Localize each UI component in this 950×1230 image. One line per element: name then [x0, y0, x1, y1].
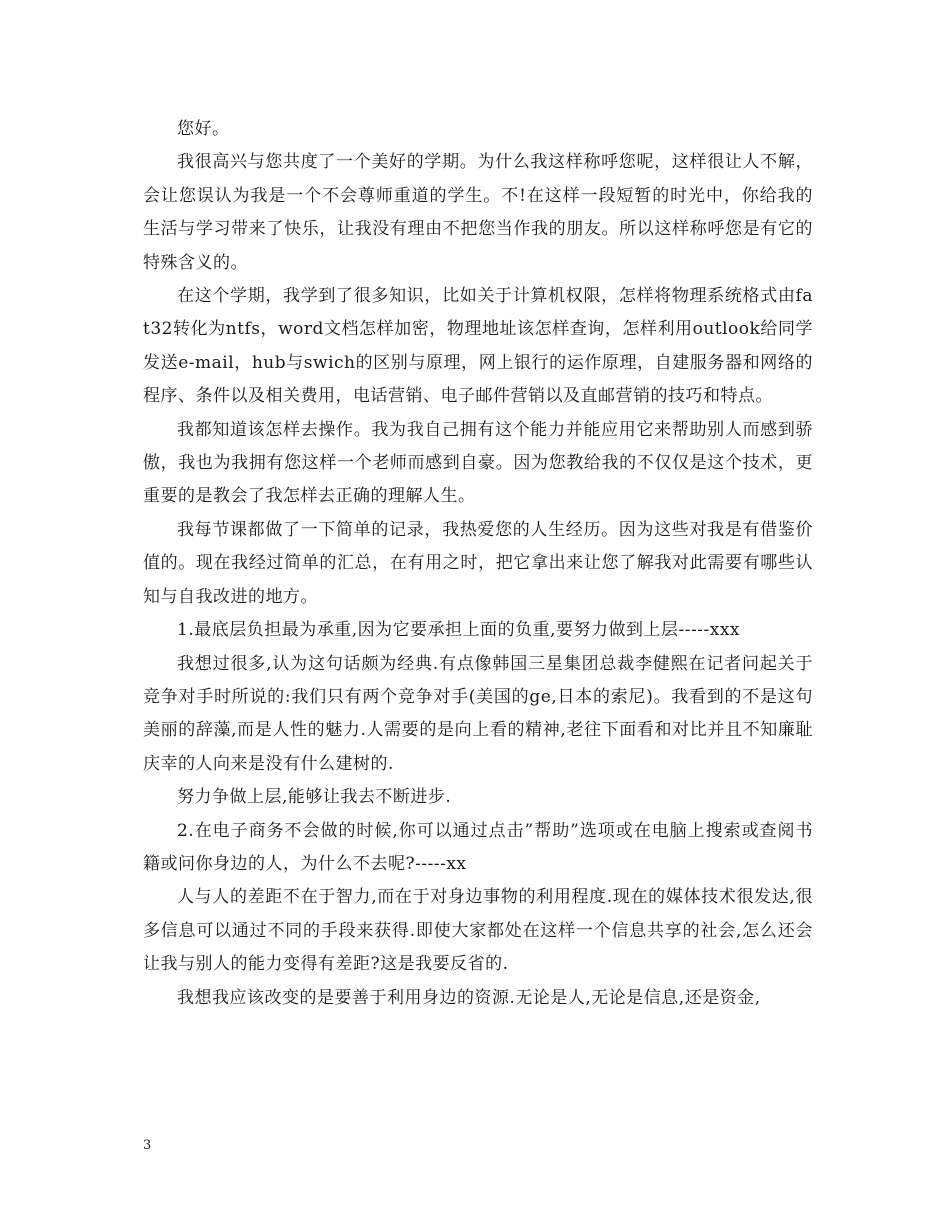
paragraph-resources: 我想我应该改变的是要善于利用身边的资源.无论是人,无论是信息,还是资金,	[177, 987, 761, 1008]
document-body	[143, 113, 813, 1015]
paragraph-point-2: 2.在电子商务不会做的时候,你可以通过点击”帮助”选项或在电脑上搜索或查阅书籍或问你身边的人，为什么不去呢?-----xx	[143, 820, 813, 874]
paragraph-intro: 我很高兴与您共度了一个美好的学期。为什么我这样称呼您呢，这样很让人不解，会让您误认为我是一个不会尊师重道的学生。不!在这样一段短暂的时光中，你给我的生活与学习带来了快乐，让我没有理由不把您当作我的朋友。所以这样称呼您是有它的特殊含义的。	[143, 152, 813, 273]
paragraph-point-2-reflection: 人与人的差距不在于智力,而在于对身边事物的利用程度.现在的媒体技术很发达,很多信息可以通过不同的手段来获得.即使大家都处在这样一个信息共享的社会,怎么还会让我与别人的能力变得有差距?这是我要反省的.	[143, 887, 813, 975]
paragraph-pride: 我都知道该怎样去操作。我为我自己拥有这个能力并能应用它来帮助别人而感到骄傲，我也为我拥有您这样一个老师而感到自豪。因为您教给我的不仅仅是这个技术，更重要的是教会了我怎样去正确的理解人生。	[143, 419, 813, 507]
paragraph-point-1: 1.最底层负担最为承重,因为它要承担上面的负重,要努力做到上层-----xxx	[177, 620, 741, 641]
paragraph-point-1-conclusion: 努力争做上层,能够让我去不断进步.	[177, 787, 452, 808]
paragraph-knowledge: 在这个学期，我学到了很多知识，比如关于计算机权限，怎样将物理系统格式由fat32转化为ntfs，word文档怎样加密，物理地址该怎样查询，怎样利用outlook给同学发送e-mail，hub与swich的区别与原理，网上银行的运作原理，自建服务器和网络的程序、条件以及相关费用，电话营销、电子邮件营销以及直邮营销的技巧和特点。	[143, 286, 813, 407]
paragraph-greeting: 您好。	[177, 119, 230, 139]
paragraph-point-1-reflection: 我想过很多,认为这句话颇为经典.有点像韩国三星集团总裁李健熙在记者问起关于竞争对手时所说的:我们只有两个竞争对手(美国的ge,日本的索尼)。我看到的不是这句美丽的辞藻,而是人性的魅力.人需要的是向上看的精神,老往下面看和对比并且不知廉耻庆幸的人向来是没有什么建树的.	[143, 653, 813, 774]
paragraph-notes: 我每节课都做了一下简单的记录，我热爱您的人生经历。因为这些对我是有借鉴价值的。现在我经过简单的汇总，在有用之时，把它拿出来让您了解我对此需要有哪些认知与自我改进的地方。	[143, 519, 813, 607]
page-number: 3	[143, 1138, 152, 1153]
